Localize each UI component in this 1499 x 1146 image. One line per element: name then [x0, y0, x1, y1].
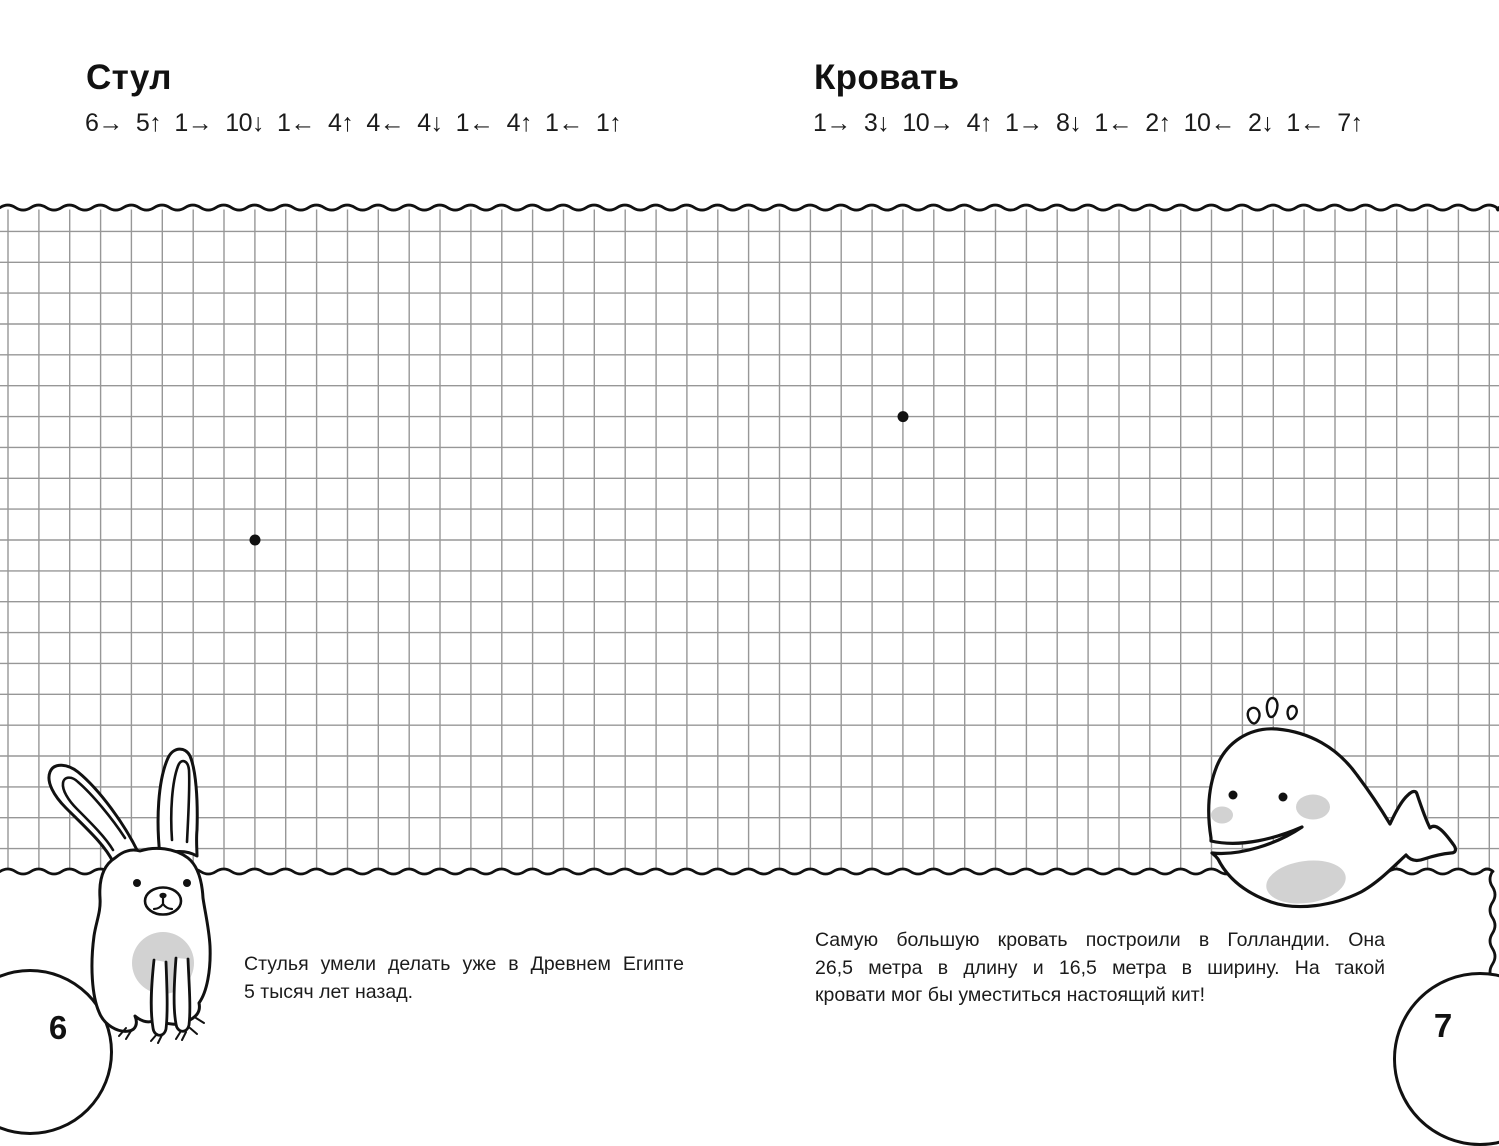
- bunny-eye-right: [183, 879, 191, 887]
- whale-illustration: [1185, 685, 1475, 930]
- page-number-7: 7: [1433, 1007, 1453, 1044]
- whale-spout-droplet-3: [1288, 706, 1297, 719]
- dictation-step: 3↓: [863, 109, 890, 137]
- whale-cheek-left: [1211, 807, 1233, 824]
- fact-line: Самую большую кровать построили в Голландии. Она: [815, 929, 1385, 951]
- dictation-step: 1←: [1094, 109, 1133, 137]
- whale-cheek-right: [1296, 795, 1330, 820]
- page-number-6: 6: [48, 1009, 68, 1046]
- dictation-step: 6→: [85, 109, 123, 137]
- bunny-eye-left: [133, 879, 141, 887]
- dictation-step: 1→: [174, 109, 213, 137]
- dictation-step: 10←: [1183, 109, 1235, 137]
- dictation-step: 1←: [1286, 109, 1325, 137]
- dictation-step: 1←: [455, 109, 494, 137]
- dictation-step: 4↑: [966, 109, 993, 137]
- dictation-step: 2↓: [1247, 109, 1274, 137]
- page-title-chair: Стул: [86, 58, 172, 97]
- fact-line: 26,5 метра в длину и 16,5 метра в ширину. На такой: [815, 956, 1385, 979]
- fact-text-chair: [244, 950, 684, 1006]
- fact-line: кровати мог бы уместиться настоящий кит!: [815, 984, 1206, 1006]
- page-title-bed: Кровать: [814, 58, 960, 97]
- bunny-left-ear: [49, 765, 138, 862]
- dictation-step: 1→: [1005, 109, 1043, 137]
- dictation-step: 7↑: [1337, 109, 1363, 137]
- dictation-step: 10↓: [225, 109, 265, 137]
- dictation-step: 4←: [366, 109, 405, 137]
- bunny-front-paw-right: [174, 958, 190, 1031]
- dictation-step: 4↓: [417, 109, 443, 137]
- whale-eye-left: [1229, 791, 1238, 800]
- dictation-step: 2↑: [1145, 109, 1171, 137]
- dictation-step: 4↑: [506, 109, 532, 137]
- fact-text-bed: [815, 927, 1385, 1010]
- dictation-step: 4↑: [327, 109, 354, 137]
- start-dot: [898, 411, 909, 422]
- bunny-front-paw-left: [151, 960, 167, 1035]
- whale-spout-droplet-2: [1267, 698, 1278, 717]
- dictation-step: 5↑: [135, 109, 162, 137]
- dictation-step: 10→: [902, 109, 954, 137]
- dictation-step: 8↓: [1055, 109, 1082, 137]
- dictation-step: 1←: [544, 109, 583, 137]
- dictation-step: 1→: [813, 109, 851, 137]
- fact-line: Стулья умели делать уже в Древнем Египте: [244, 953, 684, 975]
- fact-line: 5 тысяч лет назад.: [244, 981, 413, 1003]
- start-dot: [250, 535, 261, 546]
- dictation-step: 1↑: [595, 109, 622, 137]
- whale-spout-droplet-1: [1248, 708, 1260, 724]
- dictation-step: 1←: [277, 109, 315, 137]
- whale-eye-right: [1279, 793, 1288, 802]
- bunny-illustration: [30, 740, 230, 1050]
